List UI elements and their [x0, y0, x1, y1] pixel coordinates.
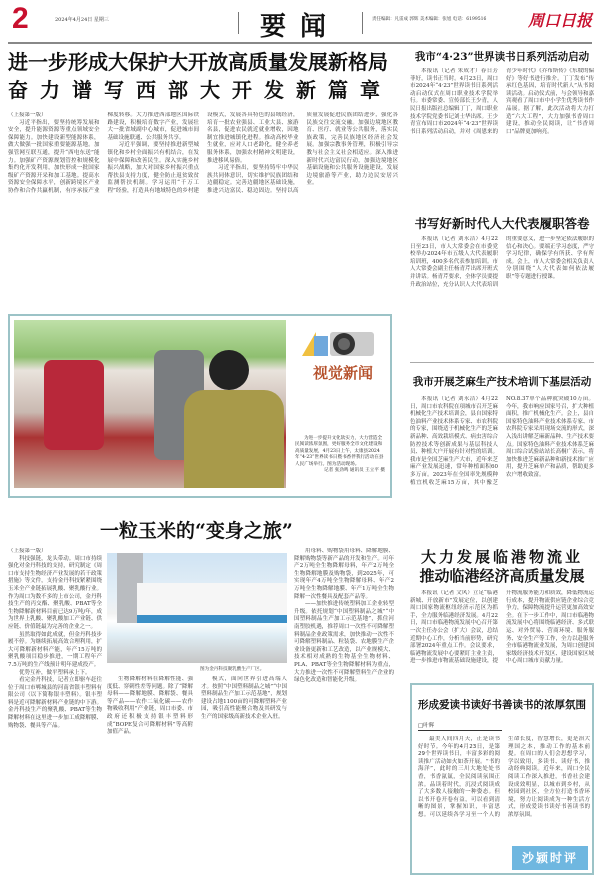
paragraph: ——加快推进传统塑料加工企业转型升级。依托规划“中国塑料制品之城”“中国塑料制品生产加工示范基地”，抓住河南塑胶机遇，推荐周口一次性不可降解塑料制品企业政策需求，加快推动一次性不可降解塑料制品、粒装袋、农地膜生产企业设备更新和工艺改造，以产业规模大、技术相对成熟的生物基全生物材料、PLA、PBAT等全生物降解材料为重点，大力推进一次性不可降解塑料生产企业的绿色化改造和智能化升级。 [294, 601, 394, 684]
sesame-body [410, 396, 594, 532]
lead-article-body [8, 112, 398, 308]
commentary-headline: 形成爱读书读好书善读书的浓厚氛围 [418, 699, 586, 711]
paragraph: 用母料、购物袋用母料、降解地膜、降解购物袋等新产品的开发和生产。可年产2万吨全生物降解母料，年产2万吨全生物降解地膜及购物袋，到2025年，可实现年产4万吨全生物降解母料、年产2万吨全生物降解地膜、年产1万吨全生物降解一次性餐具及配套产品等。 [294, 548, 394, 600]
factory-building [137, 583, 287, 623]
page-number: 2 [12, 2, 29, 35]
volunteer-figure [44, 360, 104, 450]
reading-day-headline: 我市“4·23”世界读书日系列活动启动 [414, 51, 590, 63]
port-body [410, 590, 594, 678]
event-photo [14, 320, 286, 488]
issue-date: 2024年4月24日 星期三 [55, 17, 109, 23]
paragraph: 模式，面向世界引进高端人才。按照“中国塑料制品之城”“中国塑料制品生产加工示范基地”，规划建设占地1100亩的可降解塑料产业园，吸引高性能聚合物及其研发与生产的国家级高新技术企业入驻。 [201, 676, 287, 720]
paragraph: 习近平指出，要坚持铸牢中华民族共同体意识，切实维护民族团结和边疆稳定。完善边疆地区基础设施，推进兴边富民、稳边固边。坚持以高质量发展促进民族团结进步，强化各民族交往交流交融。加强边境地区教育、医疗、就业等公共服务，落实民族政策，完善民族地区经济社会发展。加强宗教事务管理，积极引导宗教与社会主义社会相适应。深入推进新时代兴边富民行动，加强边境地区基础设施和公共服务设施建设，发展边境旅游等产业，助力边民安居兴业。 [207, 112, 398, 194]
paragraph: 本报讯（记者 文风）立足“临港新城、开放新市”发展定位，以创建周口国家物流枢纽经济示范区为抓手，全力服务临港经济发展。4月22日，周口市临港物流发展中心召开第一次主任办公会（扩大）会议，总结近期中心工作，分析当前形势，研究部署2024年重点工作。会议要求，临港物流发展中心要紧盯主业主责，进一步推进市物流基础设施建设，提升物流服务能力和质效，降低物流运行成本，提升物流供应链企业综合竞争力，保障物流提升运营更加高效安全。在下一步工作中，周口市临港物流发展中心将围绕临港经济、多式联运、对外贸易、营商环境、服务服务、安全生产等工作，全力以赴服务全市临港物流业发展，为周口创建国家级经济技术开发区、建设国家区域中心周口城市贡献力量。 [410, 590, 594, 665]
paragraph: 看完金丹科技，记者立即驱车赶往位于周口市郸城县的河南省银丰塑料有限公司（以下简称银丰塑料）。银丰塑料是近可降解新材料产业链的中下游。金丹科技生产的聚乳酸、PBAT等生物降解材料在这里进一步加工成降解膜、购物袋、餐具等产品。 [8, 677, 102, 729]
paragraph: 优势互补，做平塑料承上下。 [19, 669, 91, 676]
port-headline-line-1: 大力发展临港物流业 [420, 548, 583, 566]
caption-text: 为进一步提升文化软实力，大力营造全民阅读浓厚氛围，更好服务全市文化建设和高质量发展，4月23日上午，太康县2024年“4·23”世界读书日暨书香伴我行活动在县人民广场举行。图为活动现场。 [295, 436, 384, 467]
photo-credit: 记者 张劲鸣 通讯员 王立平 摄 [324, 468, 385, 474]
camera-icon [302, 328, 376, 358]
corn-headline: 一粒玉米的“变身之旅” [100, 520, 293, 542]
paragraph: 生物降解材料在降解性能、强度低、穿刺性差等问题。除了“降解母料——降解地膜、降解袋、餐具等产品——农作二氧化碳——农作物吸收利用”产业链，周口市委、市政府还积极支持银丰塑料形成“BOPE复合可降解材料”等高附加值产品。 [107, 676, 193, 736]
visitor-figure [184, 390, 284, 488]
paragraph: 科技强链，龙头带动。周口市持续强化对金丹科技的支持，研究制定《周口市支持生物经济产业发展的若干政策措施》等文件，支持金丹科技紧紧围绕玉米全产业链拓展乳酸、聚乳酸行业。作为周口为数不多的上市公司，金丹科技生产的丙交酯、聚乳酸、PBAT等全生物降解新材料目前已达9万吨/年，成为世界上乳酸、聚乳酸加工产业链、供应链、价值链最为完善的企业之一。 [8, 555, 102, 630]
lead-headline [8, 48, 400, 104]
port-headline-line-2: 推动临港经济高质量发展 [419, 567, 585, 585]
paragraph: 习近平强调，要坚持推进新型城镇化和乡村全面振兴有机结合，在发展中保障和改善民生。深入实施乡村振兴战略，加大对国家乡村振兴重点帮扶县支持力度，健全防止返贫致贫监测帮扶机制。学习运用“千万工程”经验，打造具有地域特色的乡村建设模式，发展各具特色的县域经济，培育一批农业强县、工业大县、旅游名县，促进农民就近就业增收，因地制宜推进城镇化进程。推动高校毕业生就业，应对人口老龄化，健全养老服务体系，加强农村精神文明建设，推进移风易俗。 [107, 112, 299, 194]
paragraph: 最美人间四月天，正是读书好时节。今年的4月23日，是第29个世界读书日，丰富多彩的阅读推广活动如火如荼开展。“书的海洋”，此时的三川大地处处书香，书香氤氲，全民阅读氛围正浓。品读着时代，沉浸式阅读成了大多数人接触的一种姿态。但以书开卷开卷有益，可以看到清晰的图景，掌握知识，丰富思想。可以延续各学习至一个人的生命长度，智慧增长，更是治大理国之本，推动工作的基本前提。在周口的人们会思想学习，学以致用，多读书、读好书，推动经典阅读。近年来，周口全民阅读工作深入推进，书香社会建设成效明显，以城市到乡村，从校园到社区，全方位打造书香环境，努力让阅读成为一种生活方式，形成爱读书读好书善读书的浓厚氛围。 [418, 736, 590, 818]
divider [362, 12, 363, 34]
corn-col-4 [294, 548, 394, 878]
paragraph: 习近平指出，要坚持统筹发展和安全，提升能源资源等重点领域安全保障能力。加快建设新型能源体系，做大做强一批国家重要能源基地。加强管网互联互通，提升“西电东送”能力。加强矿产资源规划管控和规模化集约化开发利用，加快形成一批国家级矿产资源开采和加工基地。提高水资源安全保障水平，创新跨境区产业协作和合作共赢机制，有序承接产业梯度转移。大力推进西部地区国际铁路建设，积极培育数字产业，发展壮大一批省域副中心城市，促进城市间基础设施联通、公共服务共享。 [8, 112, 199, 194]
lead-headline-line-1: 进一步形成大保护大开放高质量发展新格局 [8, 50, 388, 74]
port-headline [410, 548, 594, 586]
paragraph: 虽然取得如此成就，但金丹科技步履不停。为继续拓展高效合理利用，扩大可降解新材料产能，年产15万吨的聚乳酸项目稳步推进，一期工程年产7.5万吨的生产线预计明年建成投产。 [8, 631, 102, 668]
divider [410, 362, 594, 363]
visitor-head [209, 350, 249, 390]
commentary-body [418, 736, 590, 842]
commentary-author: □叶辉 [418, 722, 502, 731]
visual-news-label: 视觉新闻 [313, 364, 374, 382]
lead-headline-line-2: 奋力谱写西部大开发新篇章 [8, 78, 392, 102]
photo-caption [295, 436, 385, 474]
reading-day-body [410, 68, 594, 198]
factory-photo [107, 553, 287, 663]
sesame-headline: 我市开展芝麻生产技术培训下基层活动 [412, 376, 592, 388]
newspaper-logo: 周口日报 [528, 11, 593, 30]
corn-col-2-3 [107, 676, 287, 878]
continued-note: （上接第一版） [8, 548, 47, 554]
factory-photo-caption: 图为金丹科技聚乳酸生产厂区。 [200, 667, 265, 672]
continued-note: （上接第一版） [8, 112, 47, 118]
section-title: 要闻 [260, 12, 341, 42]
header-rule [8, 42, 592, 44]
column-badge: 沙颍时评 [512, 846, 588, 870]
editors-line: 责任编辑：凡雷成 郭辉 美术编辑：张旭 电话：6199516 [372, 17, 487, 22]
divider [238, 12, 239, 34]
paragraph: 本报讯（记者 朱成才）春日芳菲好，读书正当时。4月23日，周口市2024年“4·23”世界读书日系列活动启动仪式在周口职业技术学院举行。市委常委、宣传部长王少青，人民日报出版社总编辑丁丁，周口职业技术学院党委书记刘士华出席。王少青宣布周口市2024年“4·23”世界读书日系列活动启动，并对《周恩来的青少年时代》《乔布斯传》《东坡的偏好》等好书进行推介。丁丁发布“传承红色基因，培育时代新人”从书阅读活动。启动仪式前，与会领导和嘉宾观看了周口市中小学生优秀读书作品展。据了解，此次活动将大力打造“六大工程”，大力加强书香周口建设，推动全民阅读，让“书香周口”品牌更加响亮。 [410, 68, 594, 135]
npc-body [410, 236, 594, 348]
corn-col-1 [8, 548, 102, 878]
paragraph: 本报讯（记者 刘永洁）4月22日至23日，市人大常委会在市委党校举办2024年市五级人大代表履职培训班，400多名代表参加培训。市人大常委会副主任杨青芹出席开班式并讲话。杨青芹要求，全体学员要提升政治站位，充分认识人大代表培训的重要意义，进一步坚定依法履职的信心和决心。要端正学习态度，严守学习纪律，确保学有所获、学有所成。会上，市人大常委会相关负责人分别围绕“人大代表如何依法履职”等专题进行授课。 [410, 236, 594, 288]
npc-headline: 书写好新时代人大代表履职答卷 [414, 216, 590, 231]
paragraph: 本报讯（记者 刘永洁）4月22日，周口市农科院在项城市召开芝麻机械化生产技术培训会，县自国家特色油料产业技术体系专家、市农科院的专家，围绕适于机械化生产的芝麻新品种、高效栽培模式、病虫害综合防控技术等创新成果与基层科技人员、种植大户开展有针对性的培训。我市是全国芝麻生产大市，近年来芝麻产业发展迅速，常年种植面积60多万亩。2023年在全国率先规模种植宜机收芝麻15万亩，其中豫芝NO.8.37单个品种就突破10万亩。今年，我市响应国家号召，扩大种植面积，推广机械化生产。会上，县自国家特色油料产业技术体系专家、市农科院专家采用现场交流的形式，深入浅出讲解芝麻新品种、生产技术要点。国家特色油料产业技术体系芝麻周口综合试验站站长高桐广表示，将加快推进芝麻新品种和新技术推广应用，提升芝麻单产和品质，帮助更多农户增收致富。 [410, 396, 594, 486]
